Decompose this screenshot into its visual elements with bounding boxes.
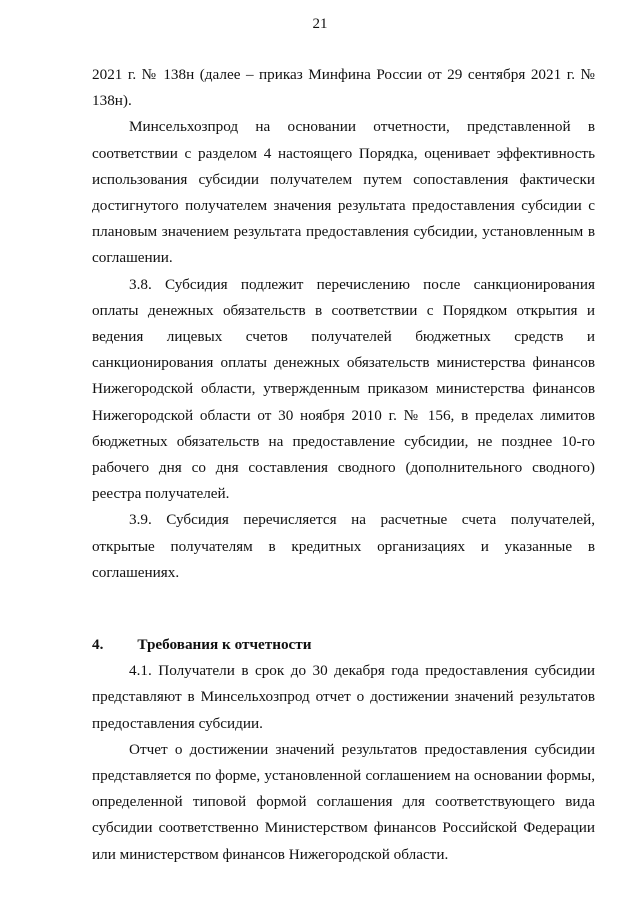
section-number: 4. <box>92 636 104 654</box>
page-number: 21 <box>312 16 328 32</box>
paragraph-4-1: 4.1. Получатели в срок до 30 декабря года предоставления субсидии представляют в Минсельхозпрод отчет о достижении значений результатов предоставления субсидии. <box>92 662 595 732</box>
paragraph-3-9: 3.9. Субсидия перечисляется на расчетные счета получателей, открытые получателям в кредитных организациях и указанные в соглашениях. <box>92 511 595 581</box>
paragraph-continuation: 2021 г. № 138н (далее – приказ Минфина России от 29 сентября 2021 г. № 138н). <box>92 66 595 110</box>
section-title: Требования к отчетности <box>137 636 312 654</box>
paragraph-report-form: Отчет о достижении значений результатов предоставления субсидии представляется по форме, установленной соглашением на основании формы, определенной типовой формой соглашения для соответствующего вида субсидии соответственно Министерством финансов Российской Федерации или министерством финансов Нижегородской области. <box>92 740 595 863</box>
paragraph-3-8: 3.8. Субсидия подлежит перечислению после санкционирования оплаты денежных обязательств в соответствии с Порядком открытия и ведения лицевых счетов получателей бюджетных средств и санкционирования оплаты денежных обязательств министерства финансов Нижегородской области, утвержденным приказом министерства финансов Нижегородской области от 30 ноября 2010 г. № 156, в пределах лимитов бюджетных обязательств на предоставление субсидии, не позднее 10-го рабочего дня со дня составления сводного (дополнительного сводного) реестра получателей. <box>92 275 595 503</box>
paragraph-efficiency-assessment: Минсельхозпрод на основании отчетности, представленной в соответствии с разделом 4 настоящего Порядка, оценивает эффективность использования субсидии получателем путем сопоставления фактически достигнутого получателем значения результата предоставления субсидии с плановым значением результата предоставления субсидии, установленным в соглашении. <box>92 118 595 267</box>
section-heading <box>92 632 595 658</box>
document-body <box>92 62 595 868</box>
